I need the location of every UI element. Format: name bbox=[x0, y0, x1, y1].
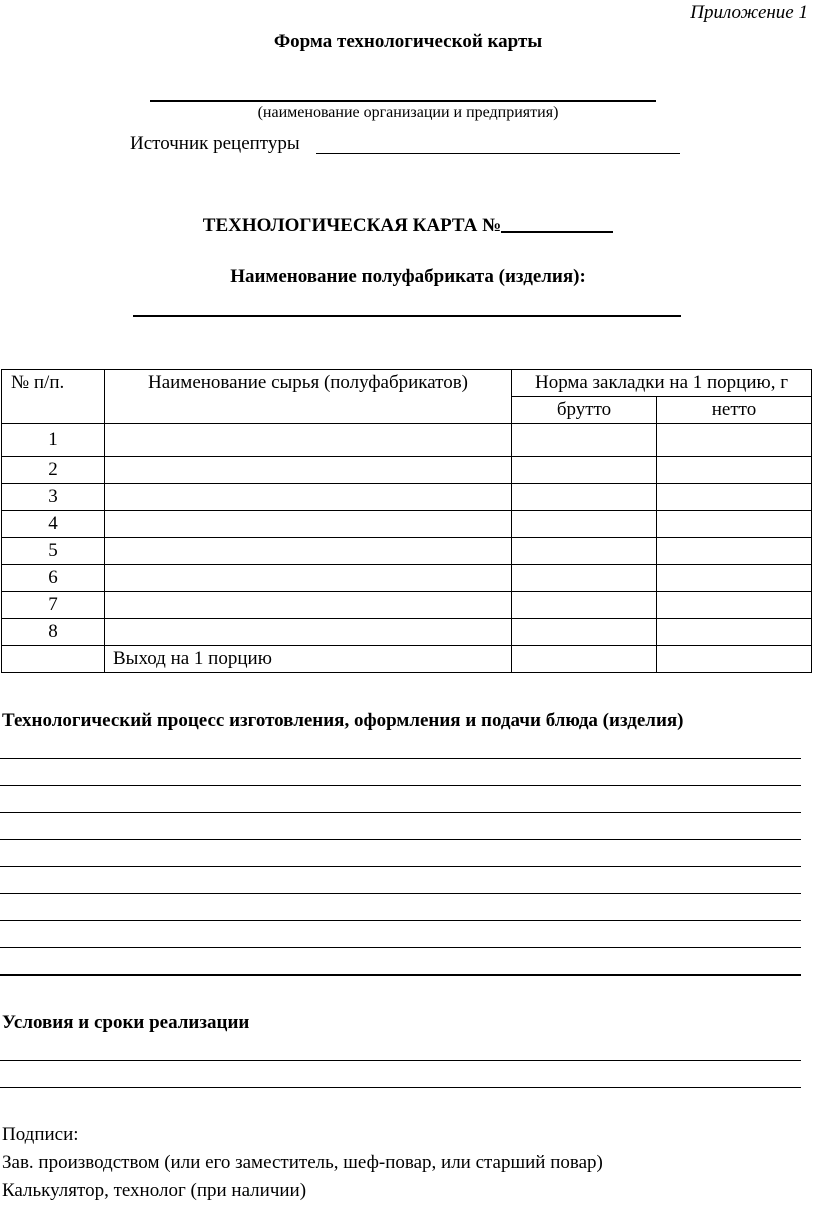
signature-manager: Зав. производством (или его заместитель, шеф-повар, или старший повар) bbox=[2, 1152, 603, 1173]
table-header-row bbox=[2, 370, 812, 397]
row-number: 6 bbox=[2, 565, 105, 592]
row-gross-cell bbox=[512, 592, 657, 619]
source-line bbox=[316, 153, 680, 154]
row-gross-cell bbox=[512, 565, 657, 592]
process-line bbox=[0, 839, 801, 840]
org-name-line bbox=[150, 100, 656, 102]
signature-calculator: Калькулятор, технолог (при наличии) bbox=[2, 1180, 307, 1201]
yield-label: Выход на 1 порцию bbox=[105, 646, 512, 673]
source-label: Источник рецептуры bbox=[130, 133, 300, 154]
appendix-label: Приложение 1 bbox=[690, 2, 808, 23]
row-net-cell bbox=[657, 484, 812, 511]
header-number: № п/п. bbox=[2, 370, 105, 424]
table-row bbox=[2, 424, 812, 457]
row-name-cell bbox=[105, 457, 512, 484]
row-name-cell bbox=[105, 424, 512, 457]
header-net: нетто bbox=[657, 397, 812, 424]
row-name-cell bbox=[105, 565, 512, 592]
process-line bbox=[0, 866, 801, 867]
table-row bbox=[2, 619, 812, 646]
card-title bbox=[0, 213, 816, 237]
row-name-cell bbox=[105, 538, 512, 565]
yield-net-cell bbox=[657, 646, 812, 673]
table-row bbox=[2, 565, 812, 592]
table-row bbox=[2, 592, 812, 619]
signatures-label: Подписи: bbox=[2, 1124, 79, 1145]
yield-gross-cell bbox=[512, 646, 657, 673]
process-title: Технологический процесс изготовления, оформления и подачи блюда (изделия) bbox=[2, 710, 684, 731]
form-title: Форма технологической карты bbox=[273, 31, 543, 52]
table-row bbox=[2, 511, 812, 538]
row-net-cell bbox=[657, 592, 812, 619]
row-net-cell bbox=[657, 538, 812, 565]
row-gross-cell bbox=[512, 538, 657, 565]
org-caption: (наименование организации и предприятия) bbox=[257, 104, 559, 121]
row-net-cell bbox=[657, 424, 812, 457]
row-number: 4 bbox=[2, 511, 105, 538]
row-name-cell bbox=[105, 619, 512, 646]
table-row bbox=[2, 538, 812, 565]
row-net-cell bbox=[657, 511, 812, 538]
row-number: 5 bbox=[2, 538, 105, 565]
row-name-cell bbox=[105, 511, 512, 538]
process-line bbox=[0, 947, 801, 948]
process-line bbox=[0, 785, 801, 786]
conditions-line bbox=[0, 1060, 801, 1061]
process-line bbox=[0, 974, 801, 976]
header-raw-material: Наименование сырья (полуфабрикатов) bbox=[105, 370, 512, 424]
recipe-table bbox=[1, 369, 812, 673]
yield-number-cell bbox=[2, 646, 105, 673]
conditions-line bbox=[0, 1087, 801, 1088]
conditions-title: Условия и сроки реализации bbox=[2, 1012, 250, 1033]
yield-row bbox=[2, 646, 812, 673]
row-gross-cell bbox=[512, 619, 657, 646]
product-name-line bbox=[133, 315, 681, 317]
row-name-cell bbox=[105, 592, 512, 619]
row-gross-cell bbox=[512, 457, 657, 484]
process-line bbox=[0, 758, 801, 759]
card-title-text: ТЕХНОЛОГИЧЕСКАЯ КАРТА № bbox=[202, 215, 502, 236]
card-number-line bbox=[501, 213, 613, 233]
row-number: 1 bbox=[2, 424, 105, 457]
table-row bbox=[2, 457, 812, 484]
row-gross-cell bbox=[512, 484, 657, 511]
row-net-cell bbox=[657, 619, 812, 646]
row-net-cell bbox=[657, 457, 812, 484]
row-number: 2 bbox=[2, 457, 105, 484]
row-number: 7 bbox=[2, 592, 105, 619]
row-number: 8 bbox=[2, 619, 105, 646]
process-line bbox=[0, 920, 801, 921]
header-norm: Норма закладки на 1 порцию, г bbox=[512, 370, 812, 397]
product-name-label: Наименование полуфабриката (изделия): bbox=[230, 266, 586, 287]
row-name-cell bbox=[105, 484, 512, 511]
row-number: 3 bbox=[2, 484, 105, 511]
row-gross-cell bbox=[512, 511, 657, 538]
process-line bbox=[0, 812, 801, 813]
table-row bbox=[2, 484, 812, 511]
process-line bbox=[0, 893, 801, 894]
row-net-cell bbox=[657, 565, 812, 592]
header-gross: брутто bbox=[512, 397, 657, 424]
row-gross-cell bbox=[512, 424, 657, 457]
